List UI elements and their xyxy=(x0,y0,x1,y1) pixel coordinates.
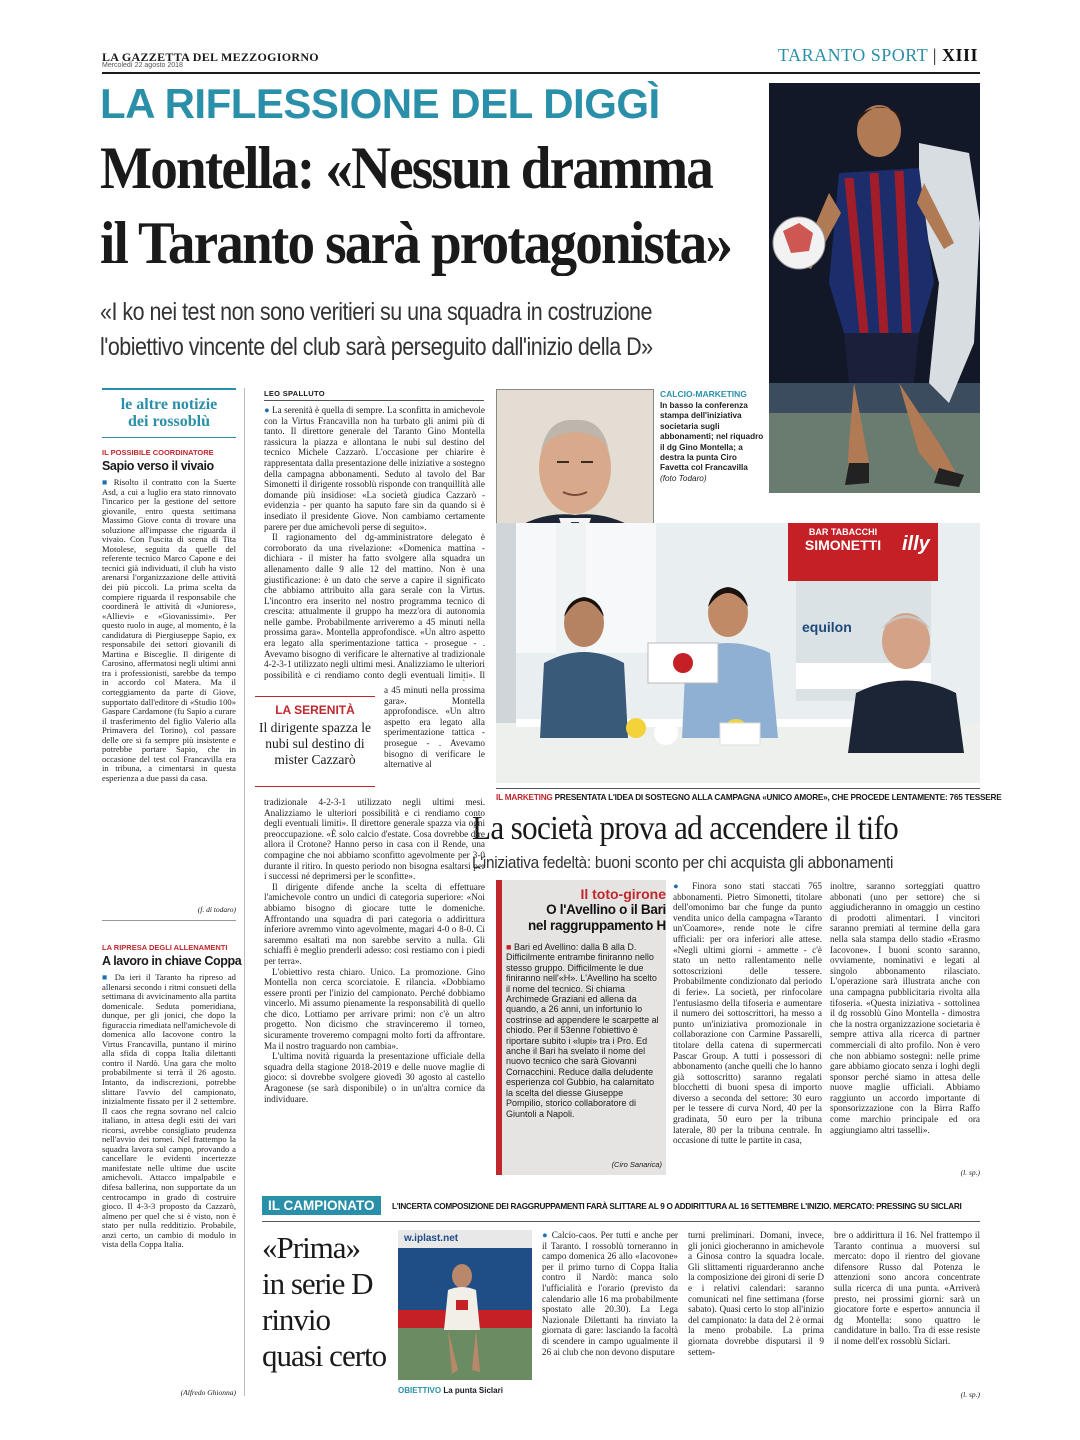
quote-text: Il dirigente spazza le nubi sul destino di mister Cazzarò xyxy=(258,720,372,767)
sidebar-top-rule xyxy=(102,388,236,390)
marketing-kicker xyxy=(496,793,1002,802)
bullet-icon: ● xyxy=(673,881,693,891)
bar-sign-line2: SIMONETTI xyxy=(804,537,882,553)
box-title-line1: O l'Avellino o il Bari xyxy=(546,902,666,917)
main-body-col-b-narrow xyxy=(384,685,485,795)
conference-illustration xyxy=(496,523,980,783)
sidebar-story1-body xyxy=(102,478,236,901)
press-conference-photo xyxy=(496,523,980,783)
box-author: (Ciro Sanarica) xyxy=(611,1160,662,1169)
main-subhead-line1: «I ko nei test non sono veritieri su una squadra in costruzione xyxy=(100,298,652,326)
bar-sign-line1: BAR TABACCHI xyxy=(808,527,878,537)
marketing-top-rule xyxy=(496,788,980,789)
bullet-icon: ■ xyxy=(506,942,514,952)
publication-date: Mercoledì 22 agosto 2018 xyxy=(102,62,183,69)
main-headline-line1: Montella: «Nessun dramma xyxy=(100,135,713,201)
photo-credit: (foto Todaro) xyxy=(660,473,707,483)
box-title xyxy=(506,902,666,934)
campionato-headline-line3: rinvio xyxy=(262,1302,331,1337)
section-name: TARANTO SPORT xyxy=(778,45,928,65)
campionato-author: (l. sp.) xyxy=(960,1390,980,1399)
main-body5: L'ultima novità riguarda la presentazione ufficiale della squadra della stagione 2018-2019 e delle nuove maglie di gioco: si dovrebbe svolgere giovedì 30 agosto al castello Aragonese (se sarà disponibile) o in un'altra cornice da individuare. xyxy=(264,1051,485,1104)
sidebar-title-line1: le altre notizie xyxy=(120,396,218,413)
marketing-col2-text: inoltre, saranno sorteggiati quattro abbonati (uno per settore) che si aggiudicheranno in omaggio un cestino di prodotti alimentari. I vincitori saranno premiati al termine della gara nella sala stampa dello stadio «Erasmo Iacovone». I buoni sconto saranno, ovviamente, nominativi e legati al singolo abbonamento rilasciato. L'operazione sarà illustrata anche con una campagna pubblicitaria rivolta alla tifoseria. «Questa iniziativa - sottolinea il dg rossoblù Gino Montella - dimostra che la nostra organizzazione societaria è sempre attiva alla ricerca di partner commerciali di alto profilo. Non è vero che non abbiamo sostegni: nelle prime gare abbiamo giocato senza i loghi degli sponsor perché siamo in attesa delle nuove maglie ufficiali. Abbiamo raggiunto un accordo importante di sponsorizzazione con la Birra Raffo come marchio principale ed ora aggiungiamo altri tasselli». xyxy=(830,881,980,1135)
sidebar-story2-author: (Alfredo Ghionna) xyxy=(180,1388,236,1397)
quote-rule-top xyxy=(255,696,375,697)
campionato-headline-line1: «Prima» xyxy=(262,1230,361,1265)
bullet-icon: ● xyxy=(542,1230,552,1240)
siclari-photo xyxy=(398,1230,532,1380)
main-body1: La serenità è quella di sempre. La sconfitta in amichevole con la Virtus Francavilla non ha turbato gli animi più di tanto. Il direttore generale del Taranto Gino Montella rassicura la piazza e allontana le nubi sul destino del tecnico Michele Cazzarò. L'occasione per chiarire è rappresentata dalla presentazione delle iniziative a sostegno della campagna abbonamenti. Seduto al tavolo del Bar Simonetti il dirigente rossoblù risponde con tranquillità alle domande più insidiose: «La società giudica Cazzarò - evidenzia - per quanto ha saputo fare sin da quando si è insediato il presidente Giove. Non cambiamo certamente parere per due amichevoli perse di seguito». xyxy=(264,405,485,532)
header-rule xyxy=(102,72,980,74)
sidebar-story1-text: Risolto il contratto con la Suerte Asd, a cui a luglio era stato rinnovato l'incarico per la gestione del settore giovanile, entro questa settimana Massimo Giove conta di trovare una soluzione all'impasse che riguarda il vivaio. Con l'uscita di scena di Tita Motolese, seguita da quelle del referente tecnico Marco Capone e dei tecnici già individuati, il club ha visto arenarsi l'organizzazione delle attività dei più piccoli. La prima scelta da compiere riguarda il responsabile che coordinerà le attività di «Juniores», «Allievi» e «Giovanissimi». Per questo ruolo in auge, al momento, è la candidatura di Piergiuseppe Sapio, ex responsabile dei settori giovanili di Martina e Bisceglie. Il dirigente di Carosino, affermatosi negli ultimi anni tra i professionisti, sarebbe da tempo in accordo col Matera. Ma il corteggiamento da parte di Giove, supportato dall'editore di «Studio 100» Gaspare Cardamone (fu Sapio a curare il trasferimento del figlio Valerio alla Primavera del Torino), col passare delle ore si fa sempre più insistente e potrebbe portare Sapio, che in occasione del test col Francavilla era in tribuna, a cimentarsi in questa esperienza a due passi da casa. xyxy=(102,478,236,783)
main-body4: L'obiettivo resta chiaro. Unico. La promozione. Gino Montella non cerca scorciatoie. E rilancia. «Dobbiamo essere pronti per l'inizio del campionato. Perché dobbiamo vincerlo. Mi assumo pienamente la responsabilità di quello che dico. Lottiamo per arrivare primi: non c'è un altro progetto. Non dicismo che stravinceremo il torneo, sicuramente troveremo compagni molto forti da affrontare. Ma il nostro traguardo non cambia». xyxy=(264,966,485,1051)
marketing-col1-text: Finora sono stati staccati 765 abbonamenti. Pietro Simonetti, titolare dell'omonimo bar che funge da punto vendita unico della campagna «Taranto un'Coamore», rende note le cifre ufficiali: per ora inferiori alle attese. «Negli ultimi giorni - ammette - c'è stato un netto rallentamento nelle sottoscrizioni delle tessere. Probabilmente condizionato dal periodo di ferie». La società, per rinfocolare l'entusiasmo della tifoseria e aumentare il numero dei sottoscrittori, ha messo a punto un'iniziativa promozionale in collaborazione con Carmine Passarelli, titolare della catena di supermercati Pascar Group. A tutti i possessori di abbonamento (anche quelli che lo hanno già sottoscritto) saranno regalati blocchetti di buoni spesa di importo diverso a seconda del settore: 30 euro per le tessere di curva Nord, 40 per la gradinata, 50 euro per la tribuna laterale, 80 per la tribuna centrale. In occasione di tutte le partite in casa, xyxy=(673,881,822,1146)
photo-caption-text: In basso la conferenza stampa dell'iniziativa societaria sugli abbonamenti; nel riquadro il dg Gino Montella; a destra la punta Ciro Favetta col Francavilla xyxy=(660,401,764,473)
campionato-col2-text: turni preliminari. Domani, invece, gli jonici giocheranno in amichevole a Ginosa contro la squadra locale. Gli slittamenti riguarderanno anche la composizione dei gironi di serie D e i relativi calendari: saranno comunicati nel fine settimana (forse sabato). Quasi certo lo stop all'inizio del campionato: la data del 2 è ormai la meno probabile. La prima giornata dovrebbe disputarsi il 9 settem- xyxy=(688,1230,824,1357)
campionato-col3 xyxy=(834,1230,980,1390)
marketing-col2 xyxy=(830,881,980,1171)
box-kicker: Il toto-girone xyxy=(580,886,666,902)
campionato-kicker: L'INCERTA COMPOSIZIONE DEI RAGGRUPPAMENTI FARÀ SLITTARE AL 9 O ADDIRITTURA AL 16 SETTEMBRE L'INIZIO. MERCATO: PRESSING SU SICLARI xyxy=(392,1202,962,1211)
sidebar-story2-body xyxy=(102,973,236,1385)
marketing-col2-author: (l. sp.) xyxy=(960,1168,980,1177)
bar-brand: illy xyxy=(902,533,930,555)
main-body2-continued: a 45 minuti nella prossima gara». Montella approfondisce. «Un altro aspetto era legato alla sperimentazione tattica - prosegue - . Avevamo bisogno di verificare le alternative al xyxy=(384,685,485,770)
byline: LEO SPALLUTO xyxy=(264,389,325,398)
masthead: LA GAZZETTA DEL MEZZOGIORNO xyxy=(102,50,319,64)
campionato-headline xyxy=(262,1230,392,1374)
marketing-kicker-text: PRESENTATA L'IDEA DI SOSTEGNO ALLA CAMPAGNA «UNICO AMORE», CHE PROCEDE LENTAMENTE: 765 TESSERE xyxy=(554,793,1002,802)
siclari-caption-text: La punta Siclari xyxy=(443,1386,503,1395)
player-illustration xyxy=(769,83,980,493)
marketing-subhead: L'iniziativa fedeltà: buoni sconto per chi acquista gli abbonamenti xyxy=(472,853,894,872)
marketing-col1 xyxy=(673,881,822,1177)
main-body3: Il dirigente difende anche la scelta di effettuare l'amichevole contro un undici di categoria superiore: «Noi abbiamo bisogno di giocare tutte le domeniche. Affrontando una squadra di pari categoria o addirittura inferiore avremmo vinto agevolmente, magari 4-0 o 8-0. Ci saremmo esaltati ma non sarebbe servito a nulla. Gli schiaffi è meglio prenderli adesso: così restiamo con i piedi per terra». xyxy=(264,881,485,966)
bullet-icon: ● xyxy=(264,405,273,415)
main-body2-part: Il ragionamento del dg-amministratore delegato è corroborato da una rivelazione: «Domenica mattina - dichiara - il mister ha fatto svolgere alla squadra un allenamento dalle 9 alle 12 del mattino. Non è una giustificazione: è un dato che serve a capire il significato che abbiamo attribuito alla gara serale con la Virtus. L'incontro era inserito nel nostro programma tecnico di crescita: attualmente il gruppo ha mezz'ora di autonomia nelle gambe. Probabilmente arriveremo a 45 minuti nella prossima gara». Montella approfondisce. «Un altro aspetto era legato alla sperimentazione tattica - prosegue - . Avevamo bisogno di verificare le alternative al tradizionale 4-2-3-1 utilizzato negli ultimi mesi. Analizziamo le ulteriori possibilità e ci rendiamo conto degli eventuali limiti». Il xyxy=(264,532,485,680)
main-subhead-line2: l'obiettivo vincente del club sarà perseguito dall'inizio della D» xyxy=(100,333,653,361)
photo-caption-title: CALCIO-MARKETING xyxy=(660,389,747,399)
sidebar-title-rule xyxy=(102,437,236,438)
box-accent xyxy=(496,880,502,1175)
separator: | xyxy=(932,45,937,65)
banner-brand: equilon xyxy=(802,619,852,635)
campionato-headline-line2: in serie D xyxy=(262,1266,373,1301)
bullet-icon: ■ xyxy=(102,973,115,982)
box-body xyxy=(506,942,662,1154)
campionato-rule xyxy=(262,1221,980,1222)
sidebar-story1-title: Sapio verso il vivaio xyxy=(102,459,214,473)
bullet-icon: ■ xyxy=(102,478,114,487)
main-body-col-a xyxy=(264,405,485,681)
marketing-kicker-label: IL MARKETING xyxy=(496,793,553,802)
box-title-line2: nel raggruppamento H xyxy=(527,918,666,933)
player-photo xyxy=(769,83,980,493)
campionato-col3-text: bre o addirittura il 16. Nel frattempo il Taranto continua a muoversi sul mercato: dopo il rientro del giovane difensore Russo dal Potenza le attenzioni sono ancora concentrate sulla ricerca di una punta. «Arriverà presto, nei prossimi giorni: sarà un giocatore forte e esperto» annuncia il dg Montella: sono quattro le candidature in ballo. Tra di esse resiste il nome dell'ex rossoblù Siclari. xyxy=(834,1230,980,1346)
marketing-headline: La società prova ad accendere il tifo xyxy=(472,810,899,847)
photo-caption xyxy=(660,401,764,484)
campionato-col2 xyxy=(688,1230,824,1402)
sidebar-title-line2: dei rossoblù xyxy=(128,413,210,430)
siclari-photo-site: w.iplast.net xyxy=(404,1233,459,1244)
quote-kicker: LA SERENITÀ xyxy=(275,703,355,717)
sidebar-story2-text: Da ieri il Taranto ha ripreso ad allenarsi secondo i ritmi consueti della settimana di avvicinamento alla partita domenicale. Seduta pomeridiana, dunque, per gli jonici, che dopo la figuraccia rimediata nell'amichevole di domenica allo Iacovone contro la Virtus Francavilla, puntano il mirino alla sfida di coppa Italia dilettanti contro il Nardò. Una gara che molto probabilmente si terrà il 26 agosto. Intanto, da indiscrezioni, potrebbe slittare l'avvio del campionato, inizialmente fissato per il 2 settembre. Il caos che regna sovrano nel calcio italiano, in attesa degli esiti dei vari ricorsi, avrebbe consigliato prudenza nell'avvio dei tornei. Nel frattempo la squadra lavora sul campo, provando a cancellare le evidenti incertezze manifestate nelle ultime due uscite amichevoli. Attacco impalpabile e difesa ballerina, non supportate da un centrocampo in grado di costruire gioco. Il 4-3-3 proposto da Cazzarò, almeno per quel che si è visto, non è stato per nulla redditizio. Probabile, anzi certo, un cambio di modulo in vista della Coppa Italia. xyxy=(102,973,236,1250)
campionato-col1-text: Calcio-caos. Per tutti e anche per il Taranto. I rossoblù torneranno in campo domenica 26 allo «Iacovone» per il primo turno di Coppa Italia contro il Nardò: manca solo l'ufficialità e l'orario (previsto da calendario alle 16 ma probabilmente spostato alle 20.30). La Lega Nazionale Dilettanti ha rinviato la giornata di gare: lasciando la facoltà di scendere in campo ugualmente il 26 ai club che non devono disputare xyxy=(542,1230,678,1357)
siclari-caption xyxy=(398,1386,503,1395)
main-body2-tail: tradizionale 4-2-3-1 utilizzato negli ultimi mesi. Analizziamo le ulteriori possibilità e ci rendiamo conto degli eventuali limiti». Il direttore generale spazza via ogni preoccupazione. «È solo calcio d'estate. Cosa dovrebbe dire allora il Crotone? Hanno perso in casa con il Rende, una compagine che noi abbiamo sconfitto agevolmente per 3-0 durante il ritiro. In questo periodo non bisogna esaltarsi per i successi né deprimersi per le sconfitte». xyxy=(264,797,485,882)
sidebar-title xyxy=(102,396,236,430)
sidebar-story2-kicker: LA RIPRESA DEGLI ALLENAMENTI xyxy=(102,943,228,952)
sidebar-story1-kicker: IL POSSIBILE COORDINATORE xyxy=(102,448,214,457)
sidebar-divider xyxy=(102,920,236,921)
bar-sign xyxy=(788,527,898,553)
siclari-caption-label: OBIETTIVO xyxy=(398,1386,442,1395)
column-divider xyxy=(244,388,245,1396)
sidebar-story2-title: A lavoro in chiave Coppa xyxy=(102,954,242,968)
campionato-col1 xyxy=(542,1230,678,1402)
campionato-headline-line4: quasi certo xyxy=(262,1338,387,1373)
main-headline-line2: il Taranto sarà protagonista» xyxy=(100,210,732,276)
page-number: XIII xyxy=(941,45,978,65)
byline-rule xyxy=(264,400,484,401)
quote-rule-bottom xyxy=(255,786,375,787)
main-kicker: LA RIFLESSIONE DEL DIGGÌ xyxy=(100,80,660,127)
sidebar-story1-author: (f. di todaro) xyxy=(197,905,236,914)
box-body-text: Bari ed Avellino: dalla B alla D. Difficilmente entrambe finiranno nello stesso gruppo. Difficilmente le due finiranno nell'«H». L'Avellino ha scelto il nome del tecnico. Si chiama Archimede Graziani ed allena da quando, a 26 anni, un infortunio lo costrinse ad appendere le scarpette al chiodo. Per il 53enne l'obiettivo è riportare subito i «lupi» tra i Pro. Ed anche il Bari ha svelato il nome del nuovo tecnico che sarà Giovanni Cornacchini. Reduce dalla deludente esperienza col Gubbio, ha calamitato la scelta del diesse Giuseppe Pompilio, storico collaboratore di Giuntoli a Napoli. xyxy=(506,942,659,1119)
siclari-illustration xyxy=(398,1230,532,1380)
campionato-label: IL CAMPIONATO xyxy=(262,1196,381,1215)
section-label xyxy=(778,45,978,66)
